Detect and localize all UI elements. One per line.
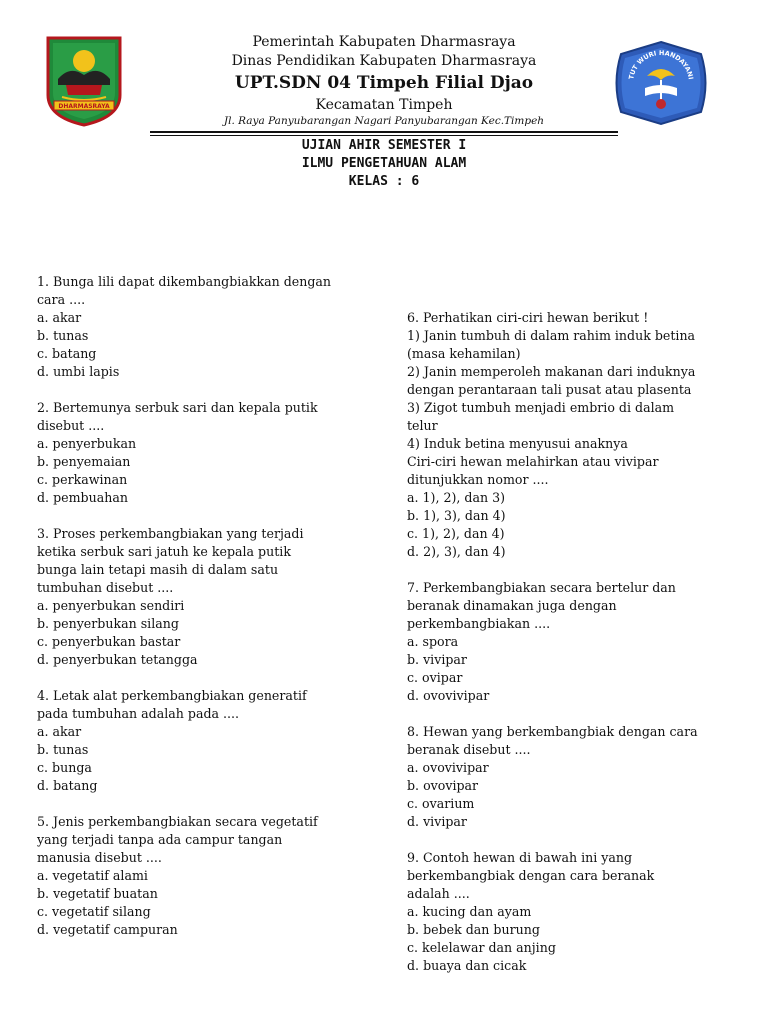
answer-option: d. penyerbukan tetangga	[37, 652, 198, 667]
answer-option: d. buaya dan cicak	[407, 958, 527, 973]
district-name: Kecamatan Timpeh	[315, 97, 453, 113]
answer-option: b. 1), 3), dan 4)	[407, 508, 506, 523]
question-item	[407, 849, 747, 975]
answer-option: a. akar	[37, 724, 82, 739]
question-text: (masa kehamilan)	[407, 346, 521, 361]
question-text: 7. Perkembangbiakan secara bertelur dan	[407, 580, 676, 595]
exam-class: KELAS : 6	[348, 174, 420, 189]
answer-option: a. vegetatif alami	[37, 868, 148, 883]
answer-option: c. kelelawar dan anjing	[407, 940, 556, 955]
header-divider-thin	[150, 135, 618, 136]
answer-option: c. vegetatif silang	[37, 904, 151, 919]
school-address: Jl. Raya Panyubarangan Nagari Panyubarangan Kec.Timpeh	[223, 115, 545, 127]
question-text: 2. Bertemunya serbuk sari dan kepala putik	[37, 400, 318, 415]
answer-option: c. ovarium	[407, 796, 475, 811]
answer-option: a. spora	[407, 634, 459, 649]
question-item	[37, 525, 372, 669]
question-text: Ciri-ciri hewan melahirkan atau vivipar	[407, 454, 659, 469]
answer-option: b. penyemaian	[37, 454, 131, 469]
header-divider-thick	[150, 131, 618, 133]
question-text: ditunjukkan nomor ....	[407, 472, 549, 487]
answer-option: b. tunas	[37, 328, 89, 343]
question-item	[37, 813, 372, 939]
answer-option: b. bebek dan burung	[407, 922, 540, 937]
logo-motto-text: TUT WURI HANDAYANI	[627, 48, 695, 81]
question-text: cara ....	[37, 292, 86, 307]
question-text: berkembangbiak dengan cara beranak	[407, 868, 655, 883]
answer-option: a. 1), 2), dan 3)	[407, 490, 505, 505]
question-text: 6. Perhatikan ciri-ciri hewan berikut !	[407, 310, 649, 325]
answer-option: c. batang	[37, 346, 97, 361]
answer-option: d. vegetatif campuran	[37, 922, 178, 937]
question-text: 4) Induk betina menyusui anaknya	[407, 436, 628, 451]
answer-option: a. akar	[37, 310, 82, 325]
answer-option: a. kucing dan ayam	[407, 904, 532, 919]
question-text: perkembangbiakan ....	[407, 616, 551, 631]
question-item	[407, 723, 747, 831]
questions-right-column	[407, 309, 747, 993]
answer-option: b. tunas	[37, 742, 89, 757]
question-text: 3. Proses perkembangbiakan yang terjadi	[37, 526, 304, 541]
answer-option: a. penyerbukan	[37, 436, 137, 451]
answer-option: d. batang	[37, 778, 98, 793]
question-text: 1) Janin tumbuh di dalam rahim induk betina	[407, 328, 696, 343]
answer-option: b. vivipar	[407, 652, 467, 667]
question-text: 9. Contoh hewan di bawah ini yang	[407, 850, 633, 865]
exam-title: UJIAN AHIR SEMESTER I	[301, 138, 467, 153]
question-text: beranak dinamakan juga dengan	[407, 598, 617, 613]
question-item	[407, 309, 747, 561]
answer-option: d. pembuahan	[37, 490, 128, 505]
answer-option: d. umbi lapis	[37, 364, 120, 379]
question-text: beranak disebut ....	[407, 742, 531, 757]
question-text: 1. Bunga lili dapat dikembangbiakkan dengan	[37, 274, 332, 289]
question-text: 3) Zigot tumbuh menjadi embrio di dalam	[407, 400, 675, 415]
question-text: dengan perantaraan tali pusat atau plasenta	[407, 382, 692, 397]
question-text: ketika serbuk sari jatuh ke kepala putik	[37, 544, 291, 559]
answer-option: d. vivipar	[407, 814, 467, 829]
answer-option: a. penyerbukan sendiri	[37, 598, 185, 613]
answer-option: b. penyerbukan silang	[37, 616, 179, 631]
question-text: manusia disebut ....	[37, 850, 162, 865]
question-text: pada tumbuhan adalah pada ....	[37, 706, 240, 721]
answer-option: d. 2), 3), dan 4)	[407, 544, 506, 559]
question-item	[37, 273, 372, 381]
question-item	[37, 687, 372, 795]
questions-left-column	[37, 273, 372, 957]
question-text: tumbuhan disebut ....	[37, 580, 174, 595]
question-item	[407, 579, 747, 705]
answer-option: b. vegetatif buatan	[37, 886, 158, 901]
school-name: UPT.SDN 04 Timpeh Filial Djao	[234, 73, 534, 93]
question-text: adalah ....	[407, 886, 470, 901]
government-name: Pemerintah Kabupaten Dharmasraya	[252, 34, 516, 50]
question-text: 5. Jenis perkembangbiakan secara vegetatif	[37, 814, 318, 829]
question-text: telur	[407, 418, 438, 433]
answer-option: d. ovovivipar	[407, 688, 490, 703]
answer-option: c. perkawinan	[37, 472, 128, 487]
question-text: 4. Letak alat perkembangbiakan generatif	[37, 688, 307, 703]
tut-wuri-handayani-logo-icon	[611, 40, 711, 126]
logo-banner-text: DHARMASRAYA	[58, 103, 110, 110]
answer-option: b. ovovipar	[407, 778, 479, 793]
question-text: disebut ....	[37, 418, 105, 433]
dharmasraya-logo-icon	[44, 35, 124, 127]
question-text: 8. Hewan yang berkembangbiak dengan cara	[407, 724, 698, 739]
question-text: 2) Janin memperoleh makanan dari induknya	[407, 364, 696, 379]
education-office: Dinas Pendidikan Kabupaten Dharmasraya	[231, 53, 537, 69]
answer-option: c. bunga	[37, 760, 92, 775]
answer-option: c. ovipar	[407, 670, 463, 685]
question-text: yang terjadi tanpa ada campur tangan	[37, 832, 283, 847]
answer-option: c. 1), 2), dan 4)	[407, 526, 505, 541]
question-item	[37, 399, 372, 507]
exam-subject: ILMU PENGETAHUAN ALAM	[301, 156, 467, 171]
question-text: bunga lain tetapi masih di dalam satu	[37, 562, 279, 577]
answer-option: c. penyerbukan bastar	[37, 634, 181, 649]
answer-option: a. ovovivipar	[407, 760, 489, 775]
